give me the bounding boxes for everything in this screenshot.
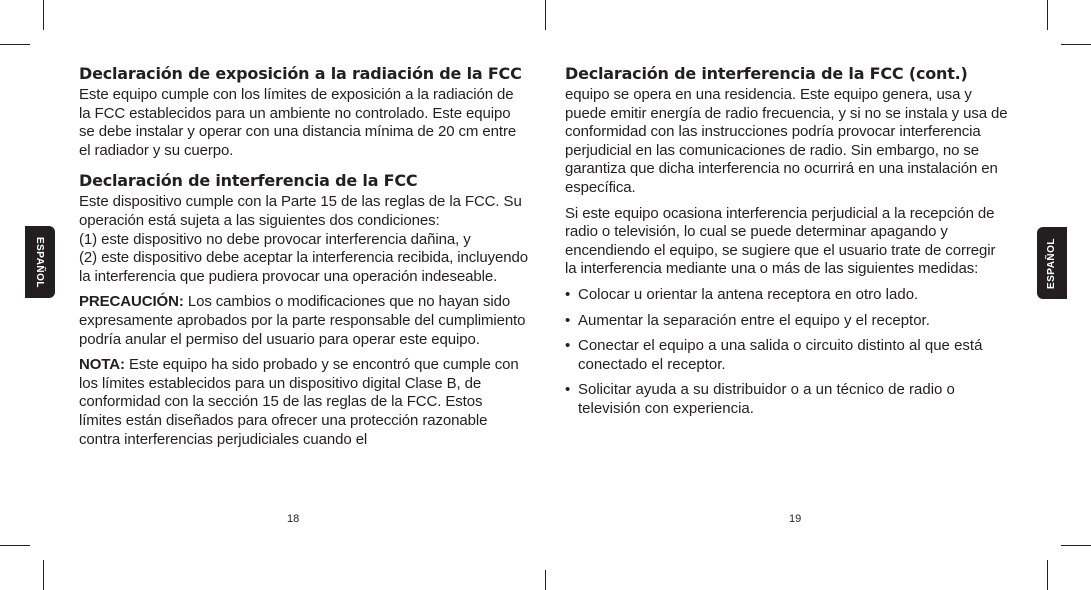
bullet-icon: •	[565, 285, 571, 303]
language-tab-label: ESPAÑOL	[34, 236, 46, 288]
residence-paragraph: equipo se opera en una residencia. Este equipo genera, usa y puede emitir energía de radio frecuencia, y si no se instala y usa de conformidad con las instrucciones podría provocar interferencia perjudicial en las comunicaciones de radio. Sin embargo, no se garantiza que dicha interferencia no ocurrirá en una instalación en específica.	[565, 86, 1008, 196]
measure-text: Solicitar ayuda a su distribuidor o a un técnico de radio o televisión con experiencia.	[578, 381, 955, 417]
bullet-icon: •	[565, 311, 571, 329]
rf-exposure-paragraph: Este equipo cumple con los límites de exposición a la radiación de la FCC establecidos para un ambiente no controlado. Este equipo se debe instalar y operar con una distancia mínima de 20 cm entre el radiador y su cuerpo.	[79, 86, 517, 159]
left-page-column	[79, 62, 529, 456]
correction-paragraph: Si este equipo ocasiona interferencia perjudicial a la recepción de radio o televisión, lo cual se puede determinar apagando y encendiendo el equipo, se sugiere que el usuario trate de corregir la interferencia mediante una o más de las siguientes medidas:	[565, 204, 996, 278]
caution-text: Los cambios o modificaciones que no hayan sido expresamente aprobados por la parte responsable del cumplimiento podría anular el permiso del usuario para operar este equipo.	[79, 293, 526, 348]
list-item	[565, 381, 1010, 418]
language-tab-label: ESPAÑOL	[1046, 237, 1058, 289]
crop-mark	[1047, 0, 1048, 30]
condition-2: (2) este dispositivo debe aceptar la interferencia recibida, incluyendo la interferencia que pudiera provocar una operación indeseable.	[79, 249, 528, 285]
bullet-icon: •	[565, 337, 571, 355]
measures-list	[565, 286, 1010, 419]
crop-mark	[43, 0, 44, 30]
caution-paragraph	[79, 293, 529, 349]
note-paragraph	[79, 356, 529, 449]
crop-mark	[1061, 545, 1091, 546]
part15-paragraph: Este dispositivo cumple con la Parte 15 de las reglas de la FCC. Su operación está sujeta a las siguientes dos condiciones:	[79, 193, 522, 229]
note-label: NOTA:	[79, 356, 125, 374]
crop-mark	[545, 570, 546, 590]
note-text: Este equipo ha sido probado y se encontró que cumple con los límites establecidos para un dispositivo digital Clase B, de conformidad con la sección 15 de las reglas de la FCC. Estos límites están diseñados para ofrecer una protección razonable contra interferencias perjudiciales cuando el	[79, 356, 519, 448]
list-item	[565, 312, 1010, 331]
caution-label: PRECAUCIÓN:	[79, 293, 184, 311]
measure-text: Colocar u orientar la antena receptora en otro lado.	[578, 285, 919, 303]
crop-mark	[1061, 44, 1091, 45]
list-item	[565, 286, 1010, 305]
language-tab-left	[25, 226, 55, 298]
page-number-right: 19	[789, 513, 802, 525]
bullet-icon: •	[565, 381, 571, 399]
measure-text: Conectar el equipo a una salida o circuito distinto al que está conectado el receptor.	[578, 337, 983, 373]
language-tab-right	[1037, 227, 1067, 299]
crop-mark	[0, 545, 30, 546]
interference-heading: Declaración de interferencia de la FCC	[79, 171, 418, 191]
measure-text: Aumentar la separación entre el equipo y el receptor.	[578, 311, 930, 329]
right-page-column	[565, 62, 1010, 426]
list-item	[565, 337, 1010, 374]
interference-cont-heading: Declaración de interferencia de la FCC (cont.)	[565, 64, 968, 83]
crop-mark	[43, 560, 44, 590]
rf-exposure-heading: Declaración de exposición a la radiación de la FCC	[79, 64, 522, 83]
condition-1: (1) este dispositivo no debe provocar interferencia dañina, y	[79, 230, 471, 248]
crop-mark	[1047, 560, 1048, 590]
crop-mark	[0, 44, 30, 45]
page-number-left: 18	[287, 513, 300, 525]
crop-mark	[545, 0, 546, 30]
